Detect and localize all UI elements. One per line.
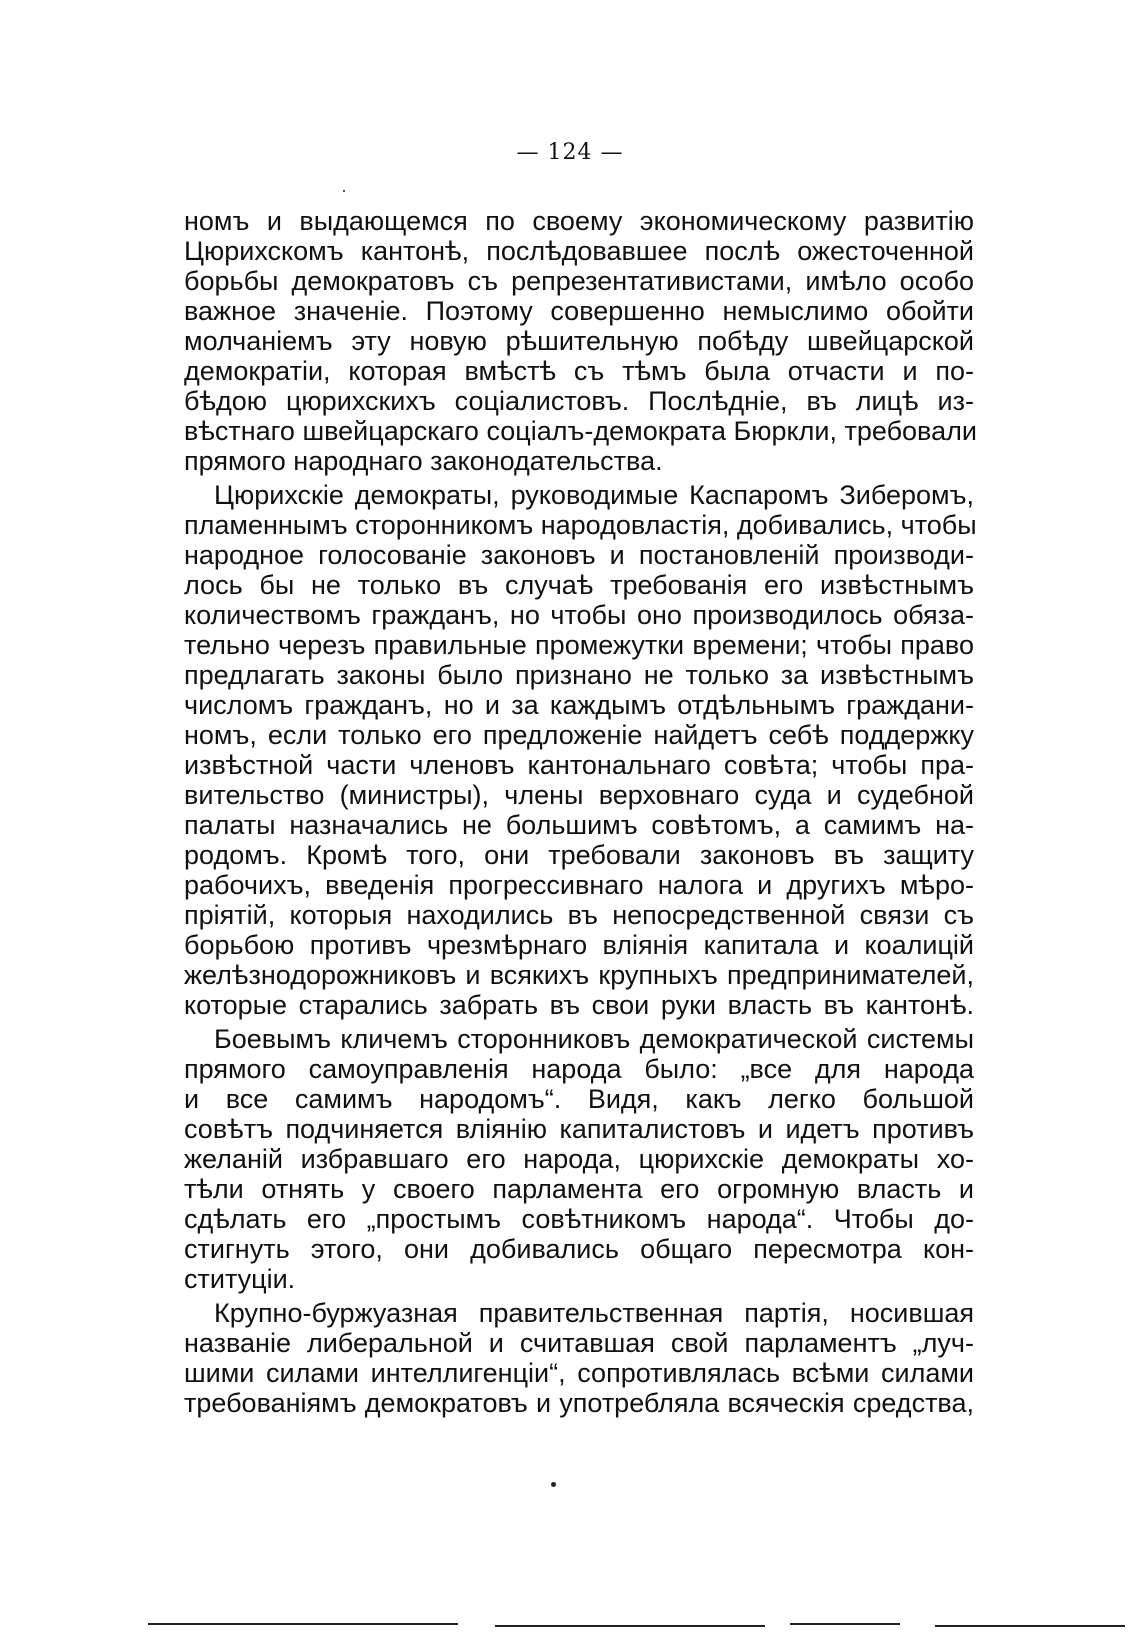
paragraph	[184, 206, 977, 476]
text-line: важное значеніе. Поэтому совершенно немыслимо обойти	[184, 296, 974, 326]
text-line: палаты назначались не большимъ совѣтомъ, а самимъ на-	[184, 810, 974, 840]
text-line: количествомъ гражданъ, но чтобы оно производилось обяза-	[184, 600, 974, 630]
text-line: желѣзнодорожниковъ и всякихъ крупныхъ предпринимателей,	[184, 960, 974, 990]
text-line: прямого самоуправленія народа было: „все для народа	[184, 1054, 974, 1084]
text-line: борьбы демократовъ съ репрезентативистами, имѣло особо	[184, 266, 974, 296]
text-line: сдѣлать его „простымъ совѣтникомъ народа“. Чтобы до-	[184, 1204, 974, 1234]
text-line: вѣстнаго швейцарскаго соціалъ-демократа Бюркли, требовали	[184, 416, 977, 446]
text-line: Цюрихскомъ кантонѣ, послѣдовавшее послѣ ожесточенной	[184, 236, 974, 266]
text-line: названіе либеральной и считавшая свой парламентъ „луч-	[184, 1328, 974, 1358]
bottom-rule	[495, 1625, 765, 1627]
text-line: ституціи.	[184, 1264, 296, 1294]
text-line: пріятій, которыя находились въ непосредственной связи съ	[184, 900, 974, 930]
text-line: демократіи, которая вмѣстѣ съ тѣмъ была отчасти и по-	[184, 356, 974, 386]
bottom-rule	[148, 1623, 458, 1625]
paragraph	[184, 1024, 974, 1294]
text-line: и все самимъ народомъ“. Видя, какъ легко большой	[184, 1084, 974, 1114]
text-line: лось бы не только въ случаѣ требованія его извѣстнымъ	[184, 570, 974, 600]
text-line: номъ, если только его предложеніе найдетъ себѣ поддержку	[184, 720, 974, 750]
text-line: номъ и выдающемся по своему экономическому развитію	[184, 206, 974, 236]
text-line: предлагать законы было признано не только за извѣстнымъ	[184, 660, 974, 690]
text-line: совѣтъ подчиняется вліянію капиталистовъ и идетъ противъ	[184, 1114, 974, 1144]
text-line: борьбою противъ чрезмѣрнаго вліянія капитала и коалицій	[184, 930, 974, 960]
text-line: бѣдою цюрихскихъ соціалистовъ. Послѣдніе, въ лицѣ из-	[184, 386, 974, 416]
paragraph	[184, 1298, 974, 1418]
text-line: которые старались забрать въ свои руки власть въ кантонѣ.	[184, 990, 974, 1020]
bottom-rule	[935, 1625, 1125, 1627]
text-line: стигнуть этого, они добивались общаго пересмотра кон-	[184, 1234, 974, 1264]
text-line: извѣстной части членовъ кантональнаго совѣта; чтобы пра-	[184, 750, 974, 780]
text-line: молчаніемъ эту новую рѣшительную побѣду швейцарской	[184, 326, 974, 356]
text-line: числомъ гражданъ, но и за каждымъ отдѣльнымъ граждани-	[184, 690, 974, 720]
text-line: Боевымъ кличемъ сторонниковъ демократической системы	[214, 1024, 974, 1054]
text-line: пламеннымъ сторонникомъ народовластія, добивались, чтобы	[184, 510, 977, 540]
text-line: шими силами интеллигенціи“, сопротивлялась всѣми силами	[184, 1358, 974, 1388]
text-line: тѣли отнять у своего парламента его огромную власть и	[184, 1174, 974, 1204]
text-line: родомъ. Кромѣ того, они требовали законовъ въ защиту	[184, 840, 974, 870]
text-line: рабочихъ, введенія прогрессивнаго налога и другихъ мѣро-	[184, 870, 974, 900]
scan-speck	[551, 1482, 556, 1487]
text-line: тельно черезъ правильные промежутки времени; чтобы право	[184, 630, 974, 660]
body-text	[184, 206, 977, 1418]
text-line: Цюрихскіе демократы, руководимые Каспаромъ Зиберомъ,	[214, 480, 974, 510]
text-line: Крупно-буржуазная правительственная партія, носившая	[214, 1298, 974, 1328]
paragraph	[184, 480, 977, 1020]
bottom-rule	[790, 1623, 900, 1625]
page-number: — 124 —	[516, 140, 624, 165]
text-line: вительство (министры), члены верховнаго суда и судебной	[184, 780, 974, 810]
text-line: желаній избравшаго его народа, цюрихскіе демократы хо-	[184, 1144, 974, 1174]
text-line: прямого народнаго законодательства.	[184, 446, 663, 476]
scan-speck	[343, 190, 345, 192]
text-line: требованіямъ демократовъ и употребляла всяческія средства,	[184, 1388, 974, 1418]
text-line: народное голосованіе законовъ и постановленій производи-	[184, 540, 974, 570]
